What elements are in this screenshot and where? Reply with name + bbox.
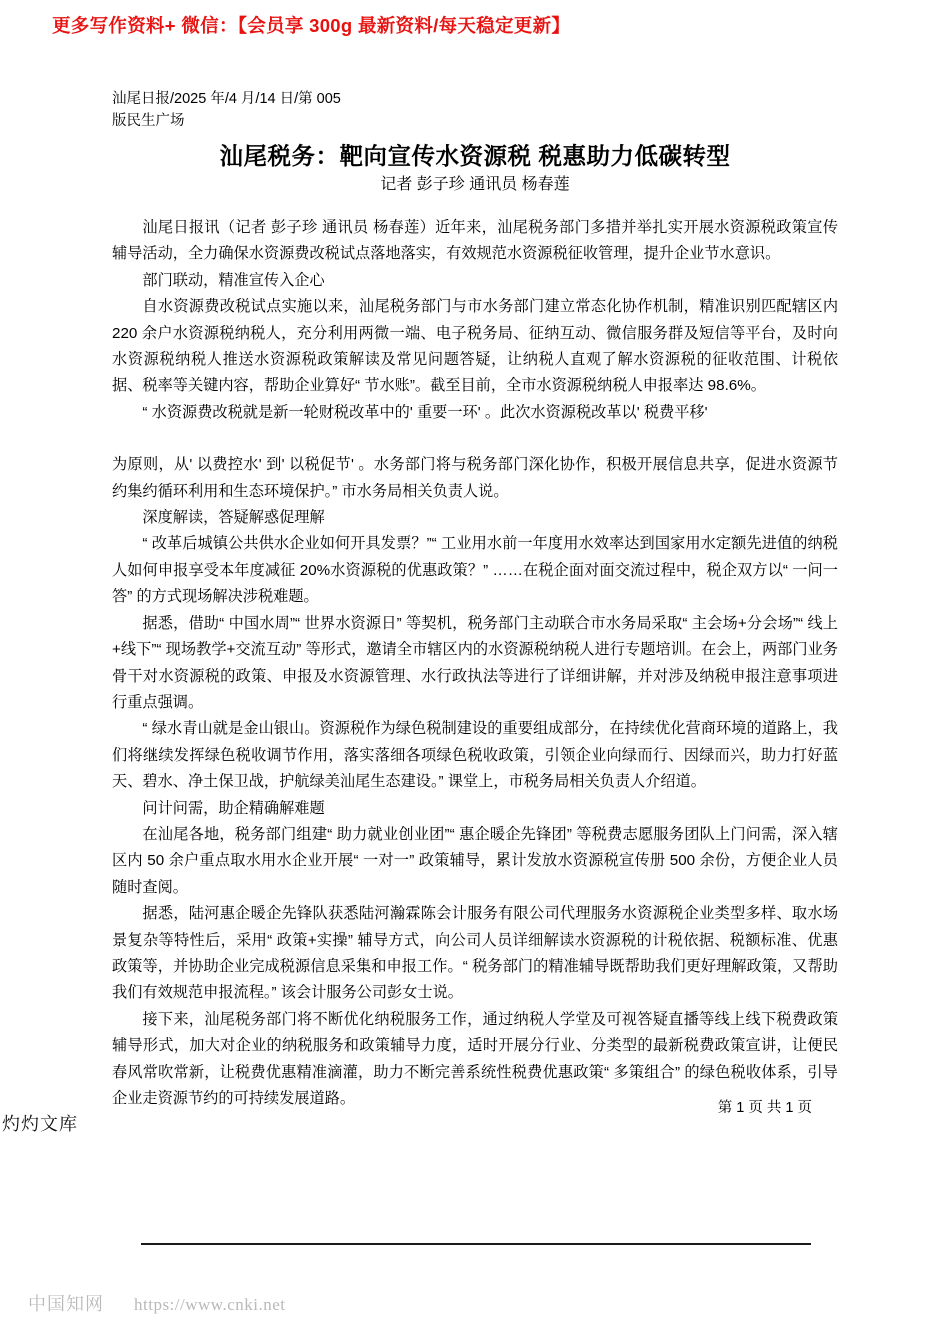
paragraph: 自水资源费改税试点实施以来，汕尾税务部门与市水务部门建立常态化协作机制，精准识别匹配辖区内 220 余户水资源税纳税人，充分利用两微一端、电子税务局、征纳互动、微信服务群及短信等平台，及时向水资源税纳税人推送水资源税政策解读及常见问题答疑，让纳税人直观了解水资源税的征收范围、计税依据、税率等关键内容，帮助企业算好“ 节水账”。截至目前，全市水资源税纳税人申报率达 98.6%。 (112, 298, 838, 395)
section-heading: 部门联动，精准宣传入企心 (142, 271, 325, 289)
cnki-name: 中国知网 (28, 1294, 104, 1314)
paragraph: “ 水资源费改税就是新一轮财税改革中的' 重要一环' 。此次水资源税改革以' 税费平移' (142, 403, 708, 421)
paragraph: 据悉，借助“ 中国水周”“ 世界水资源日” 等契机，税务部门主动联合市水务局采取“ 主会场+分会场”“ 线上+线下”“ 现场教学+交流互动” 等形式，邀请全市辖区内的水资源税纳税人进行专题培训。在会上，两部门业务骨干对水资源税的政策、申报及水资源管理、水行政执法等进行了详细讲解，并对涉及纳税申报注意事项进行重点强调。 (112, 614, 838, 711)
document-body (112, 88, 838, 1112)
paragraph: 汕尾日报讯（记者 彭子珍 通讯员 杨春莲）近年来，汕尾税务部门多措并举扎实开展水资源税政策宣传辅导活动，全力确保水资源费改税试点落地落实，有效规范水资源税征收管理，提升企业节水意识。 (112, 219, 838, 263)
source-line-main: 汕尾日报/2025 年/4 月/14 日/第 005 (112, 91, 341, 107)
paragraph: 为原则，从' 以费控水' 到' 以税促节' 。水务部门将与税务部门深化协作，积极开展信息共享，促进水资源节约集约循环利用和生态环境保护。” 市水务局相关负责人说。 (112, 456, 838, 500)
section-heading: 问计问需，助企精确解难题 (142, 799, 325, 817)
paragraph: “ 改革后城镇公共供水企业如何开具发票？”“ 工业用水前一年度用水效率达到国家用水定额先进值的纳税人如何申报享受本年度减征 20%水资源税的优惠政策？” ……在税企面对面交流过程中，税企双方以“ 一问一答” 的方式现场解决涉税难题。 (112, 535, 838, 606)
section-heading: 深度解读，答疑解惑促理解 (142, 509, 325, 527)
article-body (112, 215, 838, 1112)
paragraph: 据悉，陆河惠企暖企先锋队获悉陆河瀚霖陈会计服务有限公司代理服务水资源税企业类型多样、取水场景复杂等特性后，采用“ 政策+实操” 辅导方式，向公司人员详细解读水资源税的计税依据、税额标准、优惠政策等，并协助企业完成税源信息采集和申报工作。“ 税务部门的精准辅导既帮助我们更好理解政策，又帮助我们有效规范申报流程。” 该会计服务公司彭女士说。 (112, 905, 838, 1002)
title-block (112, 141, 838, 197)
byline: 记者 彭子珍 通讯员 杨春莲 (380, 176, 570, 193)
source-line (112, 88, 838, 132)
paragraph: “ 绿水青山就是金山银山。资源税作为绿色税制建设的重要组成部分，在持续优化营商环境的道路上，我们将继续发挥绿色税收调节作用，落实落细各项绿色税收政策，引领企业向绿而行、因绿而兴，助力打好蓝天、碧水、净土保卫战，护航绿美汕尾生态建设。” 课堂上，市税务局相关负责人介绍道。 (112, 720, 838, 791)
footer-divider (141, 1243, 811, 1245)
cnki-url: https://www.cnki.net (134, 1295, 286, 1314)
library-watermark: 灼灼文库 (2, 1114, 78, 1134)
page-title: 汕尾税务：靶向宣传水资源税 税惠助力低碳转型 (219, 143, 731, 169)
paragraph: 接下来，汕尾税务部门将不断优化纳税服务工作，通过纳税人学堂及可视答疑直播等线上线下税费政策辅导形式，加大对企业的纳税服务和政策辅导力度，适时开展分行业、分类型的最新税费政策宣讲，让便民春风常吹常新，让税费优惠精准滴灌，助力不断完善系统性税费优惠政策“ 多策组合” 的绿色税收体系，引导企业走资源节约的可持续发展道路。 (112, 1010, 838, 1107)
cnki-watermark (28, 1290, 286, 1316)
promo-banner: 更多写作资料+ 微信：【会员享 300g 最新资料/每天稳定更新】 (52, 15, 571, 36)
source-line-continuation: 版民生广场 (112, 113, 185, 129)
paragraph: 在汕尾各地，税务部门组建“ 助力就业创业团”“ 惠企暖企先锋团” 等税费志愿服务团队上门问需，深入辖区内 50 余户重点取水用水企业开展“ 一对一” 政策辅导，累计发放水资源税宣传册 500 余份，方便企业人员随时查阅。 (112, 825, 838, 896)
page-number: 第 1 页 共 1 页 (717, 1100, 812, 1116)
